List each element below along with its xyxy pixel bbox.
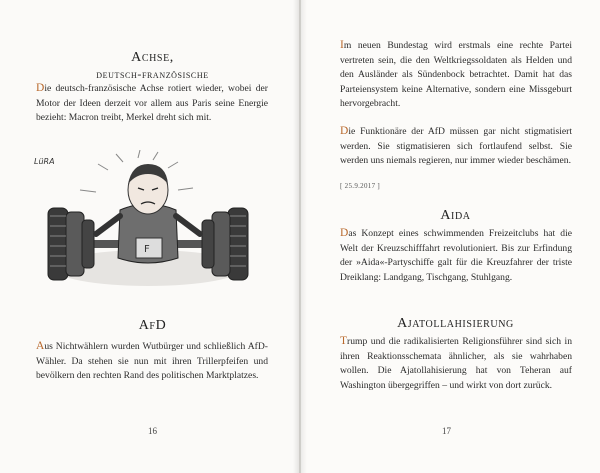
caricature-illustration <box>28 150 268 300</box>
paragraph-aida <box>340 226 572 285</box>
paragraph-ajatollah <box>340 334 572 393</box>
heading-achse-line1: Achse, <box>131 50 174 65</box>
paragraph-afd-cont-2 <box>340 124 572 169</box>
dropcap: D <box>340 125 349 137</box>
heading-afd: AfD <box>138 318 167 333</box>
dropcap: I <box>340 39 344 51</box>
paragraph-text: as Konzept eines schwimmenden Freizeitclubs hat die Welt der Kreuzschifffahrt revolutioniert. Bis zur Erfindung der »Aida«-Partyschiffe galt für die Kreuzfahrer der triste Dreiklang: Landgang, Tischgang, Stuhlgang. <box>340 228 572 283</box>
paragraph-text: m neuen Bundestag wird erstmals eine rechte Partei vertreten sein, die den Weltkriegssoldaten als Helden und den Ausländer als Sündenbock betrachtet. Damit hat das Parteiensystem keine Alternative, sondern eine Missgeburt hervorgebracht. <box>340 40 572 110</box>
paragraph-achse <box>36 81 268 126</box>
paragraph-text: ie deutsch-französische Achse rotiert wieder, wobei der Motor der Ideen derzeit vor allem aus Paris seine Energie bezieht: Macron treibt, Merkel dreht sich mit. <box>36 83 268 124</box>
right-arm <box>176 216 200 234</box>
artist-signature: LüRA <box>34 157 55 166</box>
page-number-left: 16 <box>148 426 157 436</box>
right-page <box>301 0 600 473</box>
svg-text:F: F <box>144 244 150 255</box>
paragraph-afd <box>36 339 268 384</box>
paragraph-text: us Nichtwählern wurden Wutbürger und schließlich AfD-Wähler. Da stehen sie nun mit ihren Trillerpfeifen und bevölkern den rechten Rand des politischen Marktplatzes. <box>36 341 268 382</box>
left-page <box>0 0 299 473</box>
page-number-right: 17 <box>442 426 451 436</box>
book-gutter <box>293 0 307 473</box>
heading-achse-line2: deutsch-französische <box>96 67 209 81</box>
heading-aida: Aida <box>440 208 471 223</box>
heading-ajatollah: Ajatollahisierung <box>397 316 514 331</box>
dropcap: D <box>340 227 349 239</box>
heading-achse <box>40 50 265 82</box>
paragraph-text: ie Funktionäre der AfD müssen gar nicht stigmatisiert werden. Sie stigmatisieren sich fortlaufend selbst. Sie werden uns niemals regieren, nur immer wieder beschämen. <box>340 126 572 167</box>
dropcap: A <box>36 340 45 352</box>
dropcap: T <box>340 335 348 347</box>
date-stamp: [ 25.9.2017 ] <box>340 182 381 190</box>
left-arm <box>96 216 120 234</box>
dropcap: D <box>36 82 45 94</box>
paragraph-text: rump und die radikalisierten Religionsführer sind sich in ihren Reaktionsschemata ähnlicher, als sie wahrhaben wollen. Die Ajatollahisierung hat von Teheran auf Washington übergegriffen – und wirkt von dort zurück. <box>340 336 572 391</box>
paragraph-afd-cont-1 <box>340 38 572 112</box>
